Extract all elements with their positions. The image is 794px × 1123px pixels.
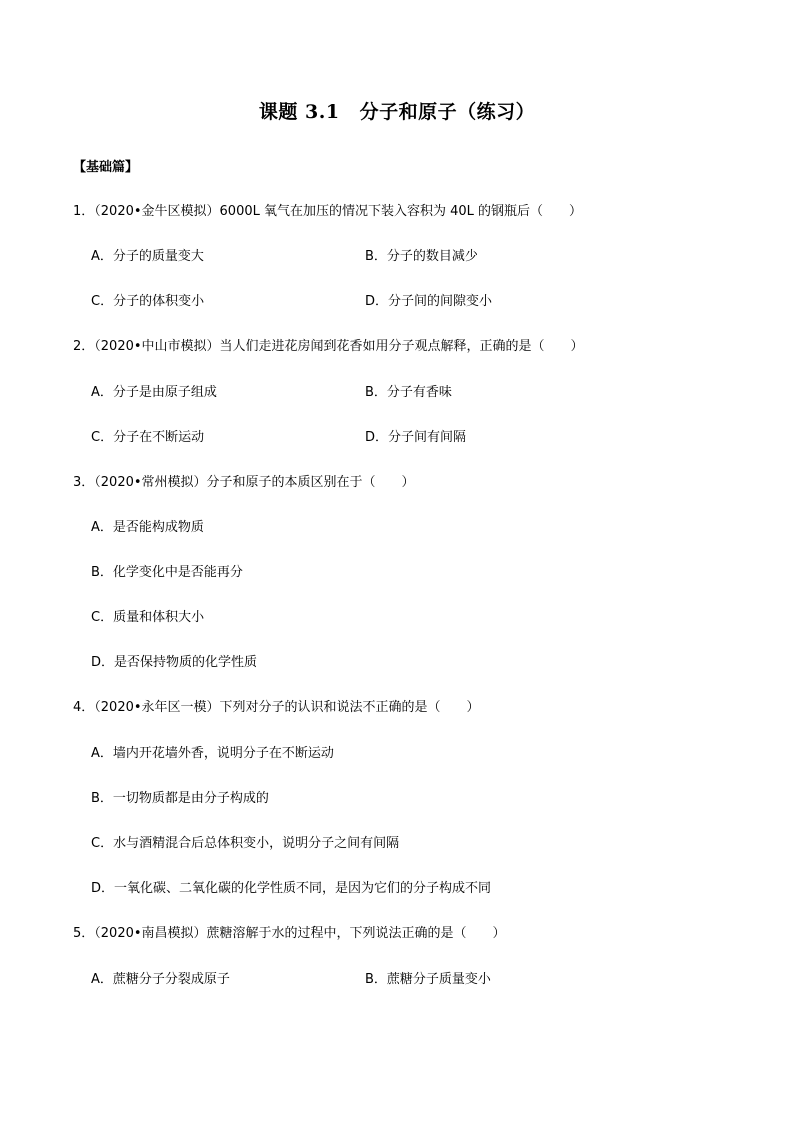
question-3-stem: 3．（2020•常州模拟）分子和原子的本质区别在于（ ）: [73, 475, 415, 490]
question-4-option-b: B．一切物质都是由分子构成的: [91, 791, 269, 806]
question-2-option-c: C．分子在不断运动: [91, 430, 205, 445]
page-title: [0, 99, 794, 125]
question-3-option-d: D．是否保持物质的化学性质: [91, 655, 258, 670]
question-5-option-b: B．蔗糖分子质量变小: [365, 972, 491, 987]
question-1-option-a: A．分子的质量变大: [91, 249, 204, 264]
title-lesson-number: 课题 3.1: [258, 101, 340, 123]
title-lesson-name: 分子和原子（练习）: [359, 101, 536, 123]
question-2-option-d: D．分子间有间隔: [365, 430, 467, 445]
question-2-option-a: A．分子是由原子组成: [91, 385, 217, 400]
question-3-option-b: B．化学变化中是否能再分: [91, 565, 243, 580]
question-2-option-b: B．分子有香味: [365, 385, 452, 400]
question-4-option-c: C．水与酒精混合后总体积变小，说明分子之间有间隔: [91, 836, 400, 851]
section-heading: 【基础篇】: [73, 160, 139, 175]
question-1-option-b: B．分子的数目减少: [365, 249, 478, 264]
question-2-stem: 2．（2020•中山市模拟）当人们走进花房闻到花香如用分子观点解释，正确的是（ ）: [73, 339, 584, 354]
question-3-option-a: A．是否能构成物质: [91, 520, 204, 535]
question-4-option-a: A．墙内开花墙外香，说明分子在不断运动: [91, 746, 334, 761]
question-4-stem: 4．（2020•永年区一模）下列对分子的认识和说法不正确的是（ ）: [73, 700, 480, 715]
question-1-option-c: C．分子的体积变小: [91, 294, 205, 309]
question-5-stem: 5．（2020•南昌模拟）蔗糖溶解于水的过程中，下列说法正确的是（ ）: [73, 926, 506, 941]
question-3-option-c: C．质量和体积大小: [91, 610, 205, 625]
question-1-option-d: D．分子间的间隙变小: [365, 294, 493, 309]
question-4-option-d: D．一氧化碳、二氧化碳的化学性质不同，是因为它们的分子构成不同: [91, 881, 492, 896]
question-1-stem: 1．（2020•金牛区模拟）6000L 氧气在加压的情况下装入容积为 40L 的钢瓶后（ ）: [73, 204, 583, 219]
question-5-option-a: A．蔗糖分子分裂成原子: [91, 972, 230, 987]
